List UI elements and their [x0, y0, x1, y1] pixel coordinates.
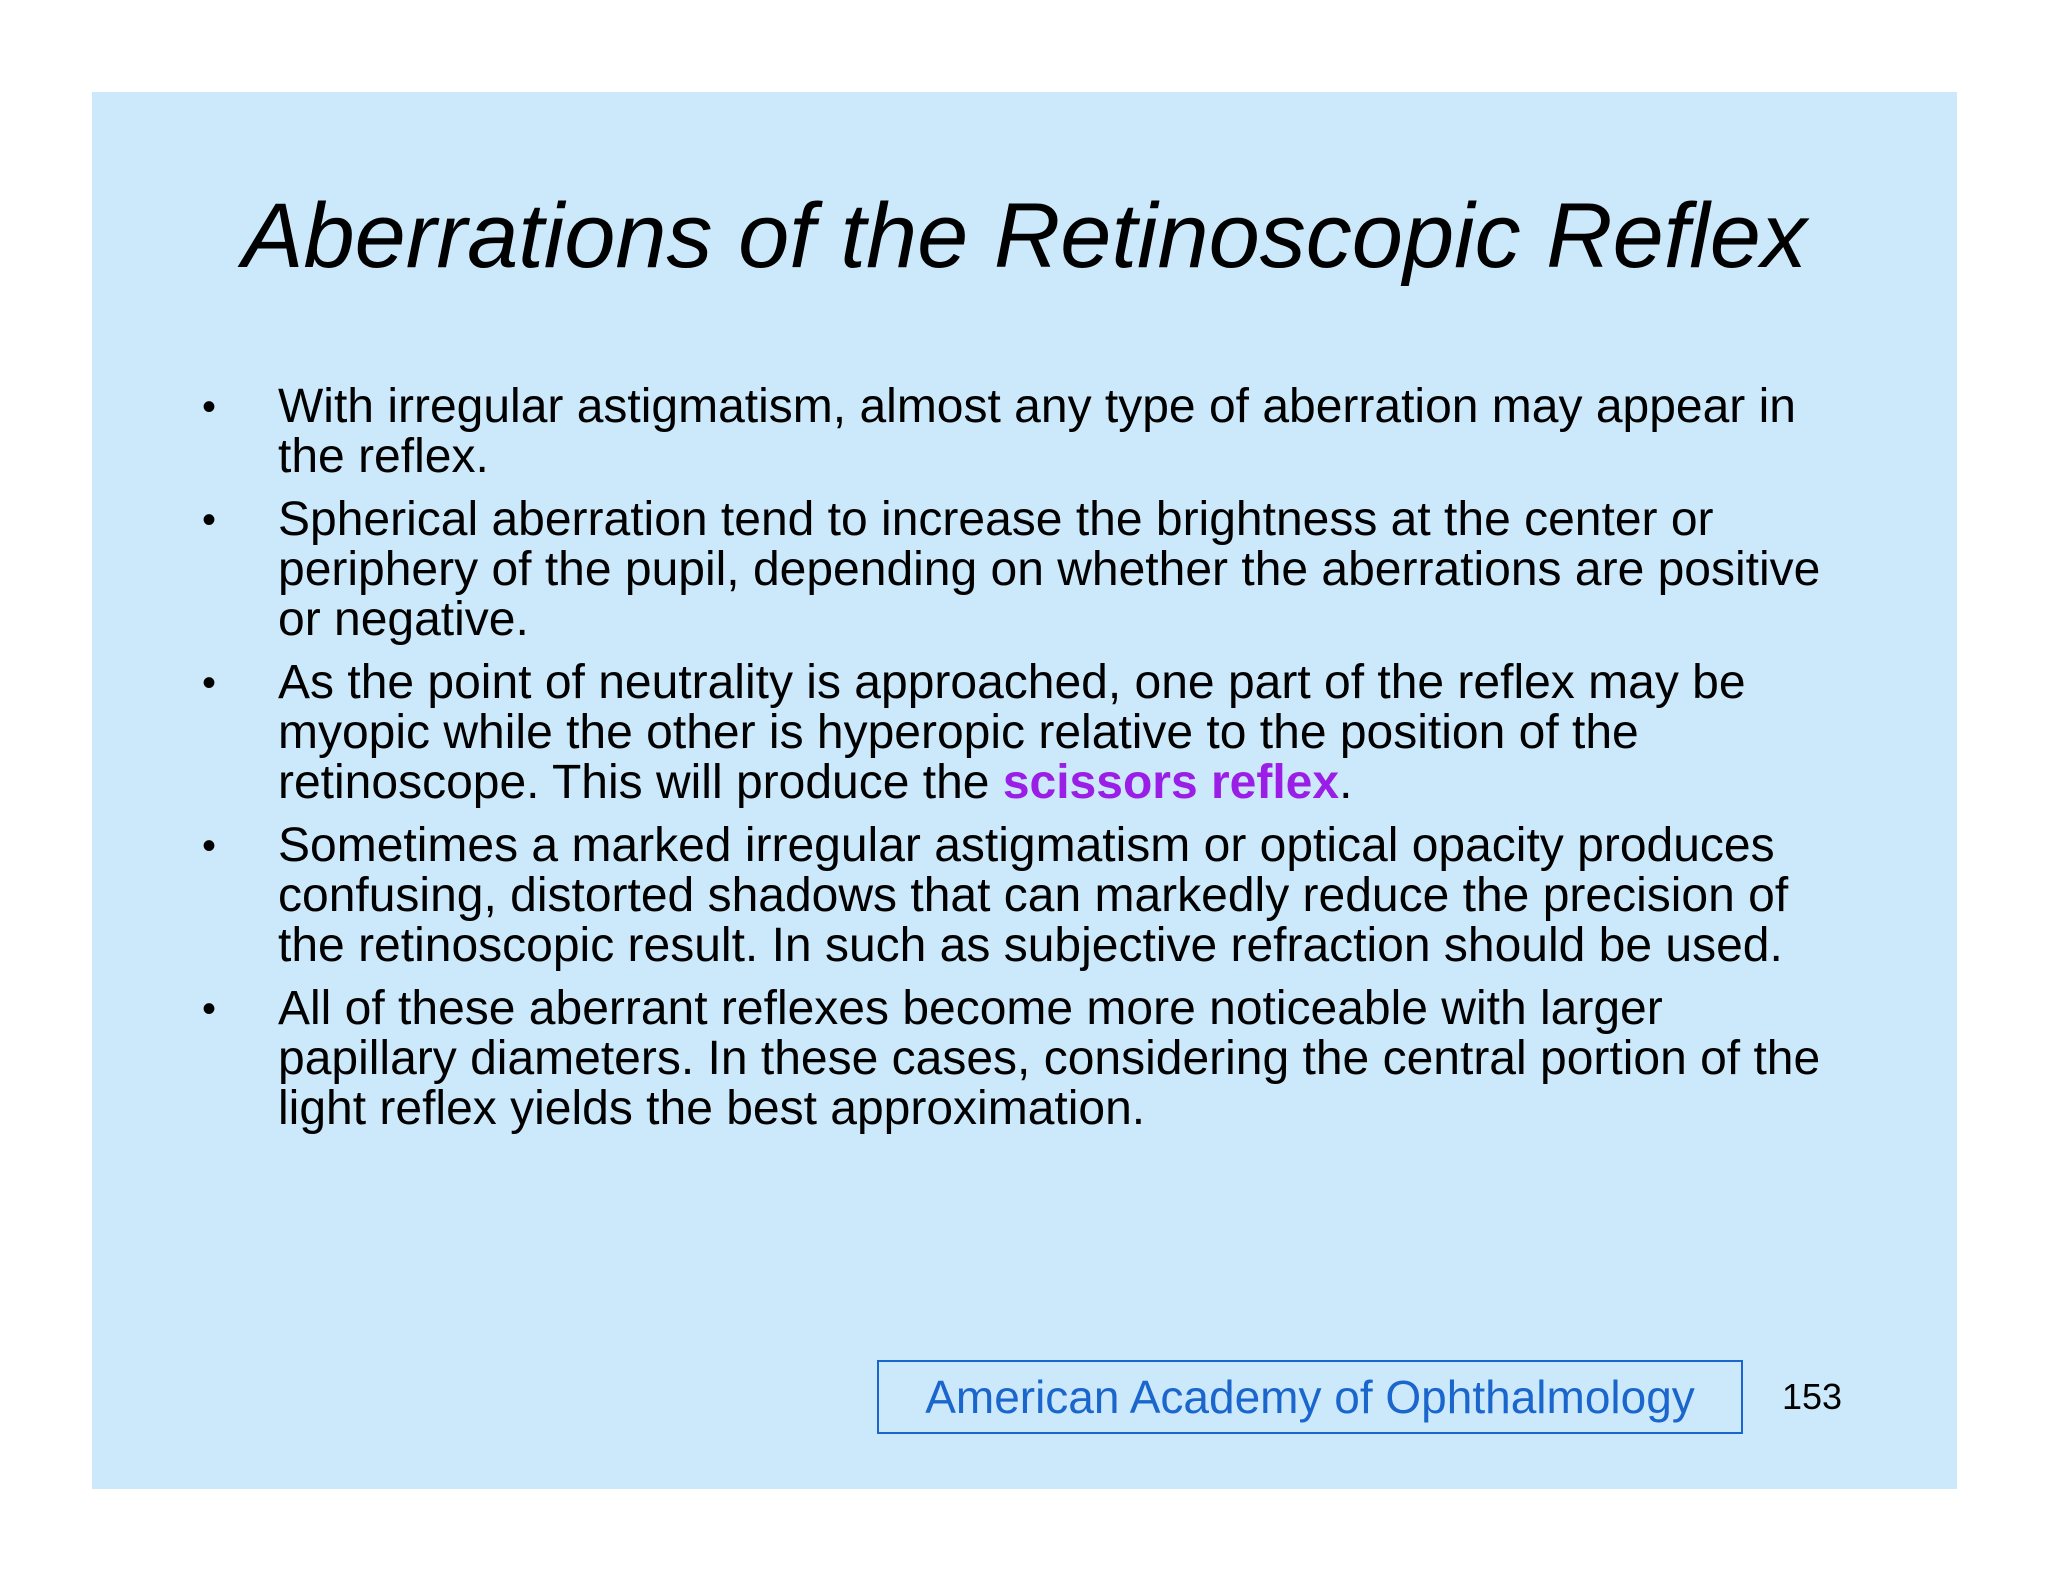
bullet-dot-icon: • [202, 385, 217, 429]
bullet-text: As the point of neutrality is approached, one part of the reflex may be myopic while the other is hyperopic relative to the position of the retinoscope. This will produce the [278, 656, 1746, 809]
bullet-dot-icon: • [202, 987, 217, 1031]
bullet-dot-icon: • [202, 824, 217, 868]
highlighted-term: scissors reflex [1002, 756, 1340, 809]
bullet-text: All of these aberrant reflexes become more noticeable with larger papillary diameters. In these cases, considering the central portion of the light reflex yields the best approximation. [278, 982, 1821, 1135]
bullet-text-end: . [1339, 756, 1353, 809]
bullet-dot-icon: • [202, 661, 217, 705]
bullet-item [92, 984, 1957, 1134]
page-number: 153 [1782, 1376, 1843, 1417]
bullet-item [92, 658, 1957, 808]
bullet-text: Spherical aberration tend to increase the brightness at the center or periphery of the pupil, depending on whether the aberrations are positive or negative. [278, 493, 1821, 646]
slide [92, 92, 1957, 1489]
bullet-item [92, 821, 1957, 971]
bullet-item [92, 495, 1957, 645]
bullet-text: With irregular astigmatism, almost any type of aberration may appear in the reflex. [278, 380, 1796, 483]
bullet-text: Sometimes a marked irregular astigmatism or optical opacity produces confusing, distorted shadows that can markedly reduce the precision of the retinoscopic result. In such as subjective refraction should be used. [278, 819, 1789, 972]
source-footer: American Academy of Ophthalmology [877, 1360, 1743, 1434]
bullet-list [92, 382, 1957, 1147]
bullet-item [92, 382, 1957, 482]
slide-title: Aberrations of the Retinoscopic Reflex [242, 185, 1807, 287]
bullet-dot-icon: • [202, 498, 217, 542]
